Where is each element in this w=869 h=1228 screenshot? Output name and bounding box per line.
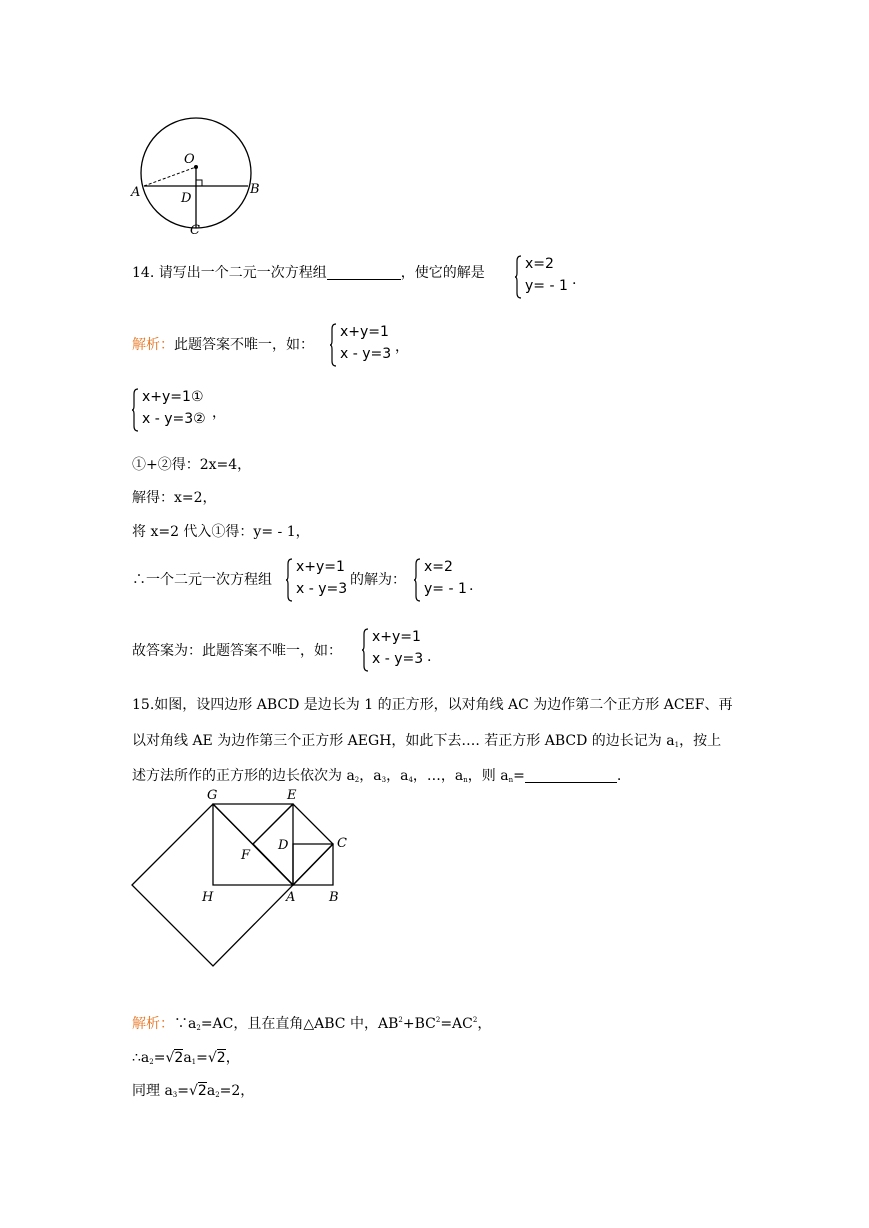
a15-analysis-label: 解析： [132, 1016, 174, 1032]
a15-line3 [132, 1080, 254, 1100]
a15-l3-d: =2， [219, 1083, 255, 1099]
a15-l2-a: ∴a [132, 1050, 150, 1066]
label-G: G [207, 788, 218, 803]
a15-l2-d: = [196, 1050, 208, 1066]
sqrt-symbol-icon: √ [165, 1050, 175, 1066]
q14-end: . [572, 272, 577, 288]
a14-sol-y: y= - 1 [424, 581, 467, 597]
sqrt-symbol-icon-3: √ [189, 1083, 198, 1099]
a14-comma1: ， [395, 339, 409, 355]
q15-line3-a: 述方法所作的正方形的边长依次为 a [132, 768, 355, 784]
sep-a4: ，a [386, 768, 409, 784]
q14-prefix: 14. 请写出一个二元一次方程组 [132, 265, 327, 281]
sqrt-symbol-icon-2: √ [207, 1050, 217, 1066]
q15-line2-text: 以对角线 AE 为边作第三个正方形 AEGH，如此下去…. 若正方形 ABCD 的边长记为 a [132, 733, 675, 749]
sup-2b: 2 [435, 1016, 441, 1024]
a14-final-prefix: 故答案为：此题答案不唯一，如： [132, 643, 342, 659]
a14-sol-x: x=2 [424, 559, 453, 575]
sub-n-2: n [508, 776, 514, 784]
question-14 [132, 262, 485, 282]
q15-line2 [132, 730, 721, 750]
label-D2: D [278, 838, 289, 853]
label-B2: B [329, 890, 339, 905]
a15-line2 [132, 1047, 240, 1067]
label-O: O [184, 152, 195, 167]
a15-l2-b: = [153, 1050, 166, 1066]
a15-l1-b: =AC，且在直角△ABC 中，AB [200, 1016, 399, 1032]
circle-figure [128, 110, 263, 240]
label-C: C [190, 223, 200, 238]
q15-line1: 15.如图，设四边形 ABCD 是边长为 1 的正方形，以对角线 AC 为边作第二个正方形 ACEF、再 [132, 697, 733, 713]
q14-mid: ，使它的解是 [400, 265, 485, 281]
a15-line1 [132, 1013, 491, 1033]
a14-eq2-c: x - y=3 [372, 651, 424, 667]
a15-l1-c: +BC [402, 1016, 436, 1032]
a14-eq2-numbered: x - y=3② [142, 411, 206, 427]
a14-eq1-c: x+y=1 [372, 629, 421, 645]
sqrt-radicand-2: 2 [216, 1050, 226, 1066]
a15-l3-sub2: 2 [215, 1091, 220, 1099]
analysis-label: 解析： [132, 337, 174, 353]
q15-line2-end: ，按上 [679, 733, 722, 749]
label-H: H [202, 890, 214, 905]
a15-l3-c: a [206, 1083, 216, 1099]
label-A: A [131, 185, 141, 200]
a15-sub-2: 2 [196, 1024, 201, 1032]
label-C2: C [337, 836, 347, 851]
a15-l3-sub3: 3 [172, 1091, 178, 1099]
sep-a3: ，a [359, 768, 382, 784]
q15-answer-blank [525, 768, 617, 783]
sub-3: 3 [381, 776, 387, 784]
a14-step4-mid: 的解为： [350, 572, 406, 588]
a14-eq2: x - y=3 [340, 346, 392, 362]
sqrt-radicand: 2 [174, 1050, 184, 1066]
a15-l1-d: =AC [440, 1016, 473, 1032]
a15-l3-b: = [177, 1083, 189, 1099]
dots: ，…，a [412, 768, 464, 784]
a14-step2: 解得：x=2， [132, 490, 217, 506]
a14-eq1: x+y=1 [340, 324, 389, 340]
a14-step3: 将 x=2 代入①得：y= - 1， [132, 524, 310, 540]
a15-l2-c: a [183, 1050, 192, 1066]
sub-n: n [463, 776, 468, 784]
label-A2: A [286, 890, 296, 905]
a15-l2-e: ， [225, 1050, 240, 1066]
a14-step4-prefix: ∴一个二元一次方程组 [132, 572, 272, 588]
a15-l2-sub2: 2 [149, 1058, 154, 1066]
q15-line3-c: = [513, 768, 525, 784]
a15-l2-sub1: 1 [191, 1058, 197, 1066]
a14-eq2-b: x - y=3 [296, 581, 348, 597]
q15-line3-b: ，则 a [467, 768, 509, 784]
label-B: B [250, 182, 260, 197]
sup-2a: 2 [398, 1016, 403, 1024]
a14-comma2: ， [212, 405, 226, 421]
a15-l1-e: ， [477, 1016, 492, 1032]
sub-4: 4 [408, 776, 413, 784]
a15-l3-a: 同理 a [132, 1083, 173, 1099]
q14-sol-line1: x=2 [525, 256, 554, 272]
answer-blank [327, 265, 401, 280]
a14-line1 [132, 334, 314, 354]
q15-line3-end: . [616, 768, 622, 784]
sub-2: 2 [354, 776, 360, 784]
q15-sub-1: 1 [674, 741, 680, 749]
label-D: D [181, 191, 192, 206]
label-F: F [241, 848, 251, 863]
a14-text1: 此题答案不唯一，如： [174, 337, 314, 353]
squares-figure [120, 782, 360, 974]
a14-step1: ①+②得：2x=4， [132, 457, 252, 473]
a14-eq1-b: x+y=1 [296, 559, 345, 575]
sup-2c: 2 [472, 1016, 478, 1024]
q14-sol-line2: y= - 1 [525, 278, 568, 294]
label-E: E [287, 788, 297, 803]
a15-l1-a: ∵a [174, 1016, 197, 1032]
a14-eq1-numbered: x+y=1① [142, 389, 204, 405]
a14-final-end: . [427, 649, 432, 665]
a14-step4-end: . [469, 578, 474, 594]
sqrt-radicand-3: 2 [197, 1083, 207, 1099]
